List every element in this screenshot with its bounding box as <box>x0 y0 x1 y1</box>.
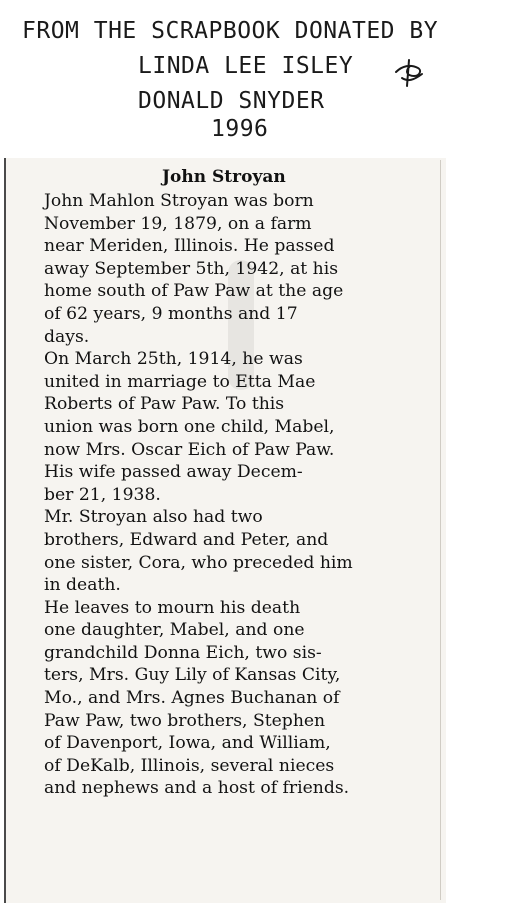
body-line: one daughter, Mabel, and one <box>44 620 305 641</box>
body-line: ber 21, 1938. <box>44 484 161 505</box>
body-line: now Mrs. Oscar Eich of Paw Paw. <box>44 439 335 460</box>
body-line: On March 25th, 1914, he was <box>44 349 303 370</box>
header-line-donated-by: FROM THE SCRAPBOOK DONATED BY <box>22 18 439 44</box>
body-line: of DeKalb, Illinois, several nieces <box>44 755 335 776</box>
body-line: of Davenport, Iowa, and William, <box>44 733 331 754</box>
body-line: He leaves to mourn his death <box>44 597 301 618</box>
header-line-donor-2: DONALD SNYDER <box>138 88 325 114</box>
body-line: His wife passed away Decem- <box>44 462 303 483</box>
body-line: Mo., and Mrs. Agnes Buchanan of <box>44 688 340 709</box>
clipping-edge <box>440 160 441 900</box>
body-line: brothers, Edward and Peter, and <box>44 529 329 550</box>
body-line: in death. <box>44 575 121 596</box>
body-line: Paw Paw, two brothers, Stephen <box>44 710 326 731</box>
body-line: grandchild Donna Eich, two sis- <box>44 642 322 663</box>
body-line: united in marriage to Etta Mae <box>44 371 316 392</box>
obituary-headline: John Stroyan <box>162 167 286 187</box>
obituary-body <box>44 190 436 800</box>
body-line: of 62 years, 9 months and 17 <box>44 303 298 324</box>
body-line: union was born one child, Mabel, <box>44 416 335 437</box>
handwritten-mark <box>392 56 426 88</box>
body-line: November 19, 1879, on a farm <box>44 213 312 234</box>
header-line-year: 1996 <box>211 116 269 142</box>
body-line: days. <box>44 326 90 347</box>
body-line: near Meriden, Illinois. He passed <box>44 236 335 257</box>
body-line: away September 5th, 1942, at his <box>44 258 339 279</box>
body-line: John Mahlon Stroyan was born <box>44 191 314 211</box>
body-line: Roberts of Paw Paw. To this <box>44 394 285 415</box>
body-line: home south of Paw Paw at the age <box>44 281 344 302</box>
body-line: ters, Mrs. Guy Lily of Kansas City, <box>44 665 341 686</box>
header-line-donor-1: LINDA LEE ISLEY <box>138 53 354 79</box>
body-line: one sister, Cora, who preceded him <box>44 552 353 573</box>
body-line: and nephews and a host of friends. <box>44 778 350 799</box>
body-line: Mr. Stroyan also had two <box>44 507 263 528</box>
